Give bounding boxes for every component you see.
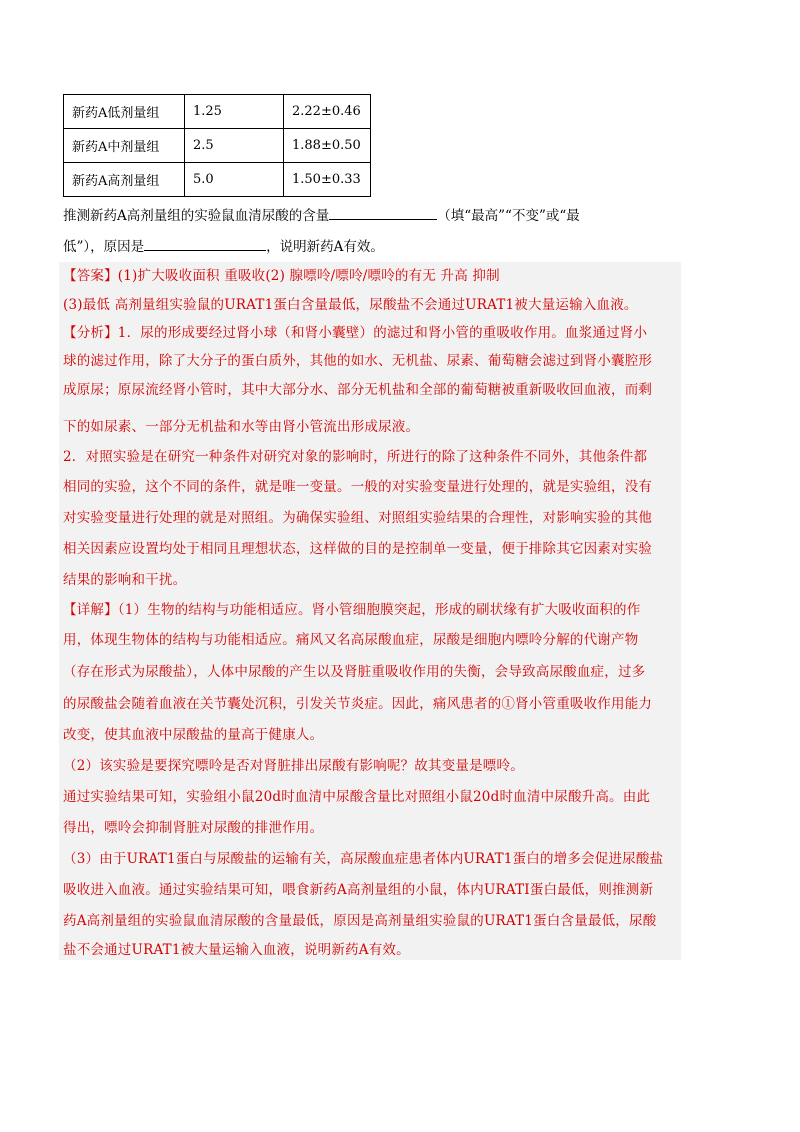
question-text: ，说明新药A有效。 — [266, 239, 384, 255]
detail-line: （存在形式为尿酸盐），人体中尿酸的产生以及肾脏重吸收作用的失衡，会导致高尿酸血症，过多 — [63, 664, 646, 680]
detail-line: 盐不会通过URAT1被大量运输入血液，说明新药A有效。 — [63, 942, 410, 958]
analysis-line: 结果的影响和干扰。 — [63, 572, 187, 588]
question-text: （填“最高”“不变”或“最 — [437, 208, 580, 224]
analysis-line: 相关因素应设置均处于相同且理想状态，这样做的目的是控制单一变量，便于排除其它因素对实验 — [63, 541, 653, 557]
results-table — [63, 94, 371, 197]
table-row — [64, 95, 371, 129]
table-cell-value: 1.88±0.50 — [284, 129, 371, 163]
detail-line: 的尿酸盐会随着血液在关节囊处沉积，引发关节炎症。因此，痛风患者的①肾小管重吸收作用能力 — [63, 696, 653, 712]
detail-line: 【详解】（1）生物的结构与功能相适应。肾小管细胞膜突起，形成的刷状缘有扩大吸收面积的作 — [63, 602, 641, 618]
table-row — [64, 129, 371, 163]
detail-line: 通过实验结果可知，实验组小鼠20d时血清中尿酸含量比对照组小鼠20d时血清中尿酸升高。由此 — [63, 789, 651, 805]
table-cell-dose: 1.25 — [185, 95, 284, 129]
question-text: 推测新药A高剂量组的实验鼠血清尿酸的含量 — [63, 208, 330, 224]
table-cell-group: 新药A低剂量组 — [64, 95, 185, 129]
table-cell-value: 1.50±0.33 — [284, 163, 371, 197]
detail-line: （2）该实验是要探究嘌呤是否对肾脏排出尿酸有影响呢？故其变量是嘌呤。 — [63, 758, 524, 774]
answer-line: 【答案】(1)扩大吸收面积 重吸收(2) 腺嘌呤/嘌呤/嘌呤的有无 升高 抑制 — [63, 268, 500, 284]
table-cell-dose: 2.5 — [185, 129, 284, 163]
analysis-line: 2．对照实验是在研究一种条件对研究对象的影响时，所进行的除了这种条件不同外，其他条件都 — [63, 449, 648, 465]
analysis-line: 球的滤过作用，除了大分子的蛋白质外，其他的如水、无机盐、尿素、葡萄糖会滤过到肾小囊腔形 — [63, 353, 653, 369]
table-cell-dose: 5.0 — [185, 163, 284, 197]
analysis-line: 下的如尿素、一部分无机盐和水等由肾小管流出形成尿液。 — [63, 419, 420, 435]
analysis-line: 成原尿；原尿流经肾小管时，其中大部分水、部分无机盐和全部的葡萄糖被重新吸收回血液，而剩 — [63, 382, 653, 398]
detail-line: （3）由于URAT1蛋白与尿酸盐的运输有关，高尿酸血症患者体内URAT1蛋白的增多会促进尿酸盐 — [63, 851, 664, 867]
detail-line: 得出，嘌呤会抑制肾脏对尿酸的排泄作用。 — [63, 820, 324, 836]
detail-line: 改变，使其血液中尿酸盐的量高于健康人。 — [63, 727, 324, 743]
detail-line: 药A高剂量组的实验鼠血清尿酸的含量最低，原因是高剂量组实验鼠的URAT1蛋白含量最低，尿酸 — [63, 913, 657, 929]
table-cell-group: 新药A中剂量组 — [64, 129, 185, 163]
analysis-line: 相同的实验，这个不同的条件，就是唯一变量。一般的对实验变量进行处理的，就是实验组，没有 — [63, 479, 653, 495]
analysis-line: 对实验变量进行处理的就是对照组。为确保实验组、对照组实验结果的合理性，对影响实验的其他 — [63, 510, 653, 526]
question-text: 低”），原因是 — [63, 239, 145, 255]
table-cell-group: 新药A高剂量组 — [64, 163, 185, 197]
answer-line: (3)最低 高剂量组实验鼠的URAT1蛋白含量最低，尿酸盐不会通过URAT1被大量运输入血液。 — [63, 297, 638, 313]
question-line-1 — [63, 205, 580, 226]
detail-line: 吸收进入血液。通过实验结果可知，喂食新药A高剂量组的小鼠，体内URATI蛋白最低，则推测新 — [63, 882, 654, 898]
analysis-line: 【分析】1．尿的形成要经过肾小球（和肾小囊壁）的滤过和肾小管的重吸收作用。血浆通过肾小 — [63, 325, 648, 341]
table-row — [64, 163, 371, 197]
question-line-2 — [63, 236, 384, 257]
table-cell-value: 2.22±0.46 — [284, 95, 371, 129]
detail-line: 用，体现生物体的结构与功能相适应。痛风又名高尿酸血症，尿酸是细胞内嘌呤分解的代谢产物 — [63, 632, 639, 648]
answer-blank — [329, 205, 437, 220]
answer-blank — [144, 236, 266, 251]
